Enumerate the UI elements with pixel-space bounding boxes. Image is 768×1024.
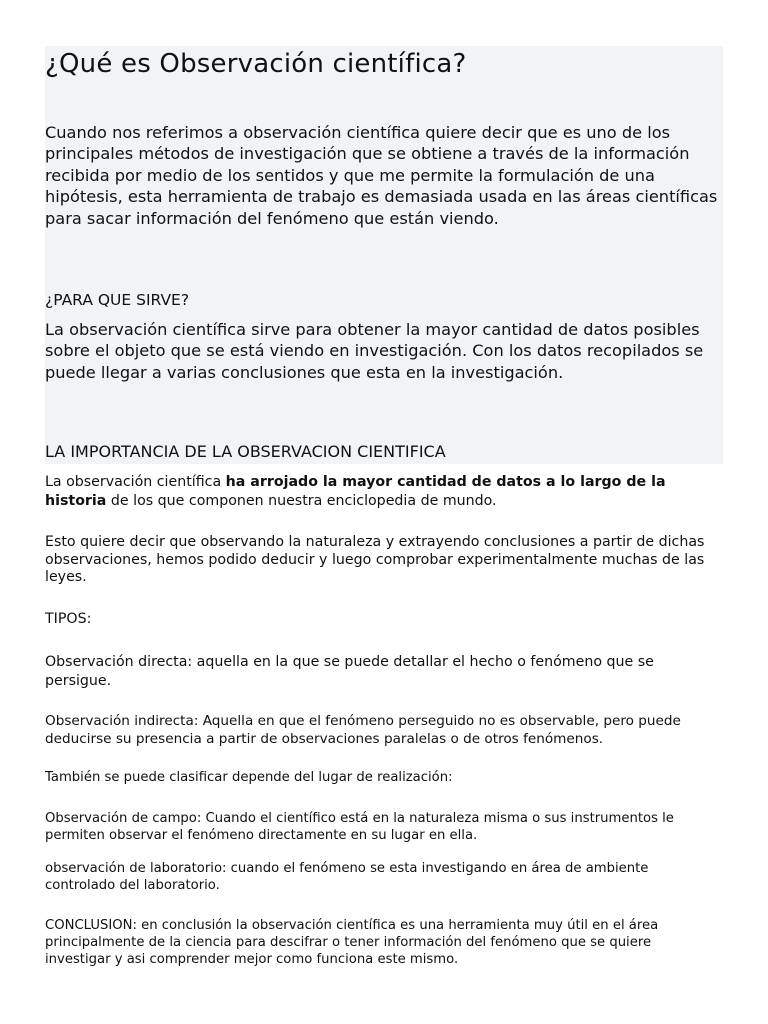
clasificacion-paragraph: También se puede clasificar depende del lugar de realización: (45, 770, 453, 785)
tipos-heading: TIPOS: (45, 611, 92, 627)
importancia-heading: LA IMPORTANCIA DE LA OBSERVACION CIENTIFICA (45, 442, 446, 461)
para-que-sirve-paragraph: La observación científica sirve para obtener la mayor cantidad de datos posibles sobre el objeto que se está viendo en investigación. Con los datos recopilados se puede llegar a varias conclusiones que esta en la investigación. (45, 320, 704, 382)
highlighted-section-background (45, 46, 723, 464)
importancia-paragraph (45, 473, 720, 510)
para-que-sirve-heading: ¿PARA QUE SIRVE? (45, 291, 190, 309)
importancia-text-bold: ha arrojado la mayor cantidad de datos a lo largo de la historia (45, 474, 666, 509)
importancia-text-start: La observación científica (45, 474, 226, 490)
importancia-text-end: de los que componen nuestra enciclopedia de mundo. (106, 492, 497, 509)
conclusion-paragraph: CONCLUSION: en conclusión la observación científica es una herramienta muy útil en el área principalmente de la ciencia para descifrar o tener información del fenómeno que se quiere investigar y asi comprender mejor como funciona este mismo. (45, 918, 659, 967)
observacion-indirecta-paragraph: Observación indirecta: Aquella en que el fenómeno perseguido no es observable, pero puede deducirse su presencia a partir de observaciones paralelas o de otros fenómenos. (45, 713, 681, 747)
observacion-laboratorio-paragraph: observación de laboratorio: cuando el fenómeno se esta investigando en área de ambiente controlado del laboratorio. (45, 861, 649, 893)
page-title: ¿Qué es Observación científica? (45, 49, 467, 79)
observacion-campo-paragraph: Observación de campo: Cuando el científico está en la naturaleza misma o sus instrumentos le permiten observar el fenómeno directamente en su lugar en ella. (45, 811, 674, 843)
leyes-paragraph: Esto quiere decir que observando la naturaleza y extrayendo conclusiones a partir de dichas observaciones, hemos podido deducir y luego comprobar experimentalmente muchas de las leyes. (45, 534, 705, 585)
intro-paragraph: Cuando nos referimos a observación científica quiere decir que es uno de los principales métodos de investigación que se obtiene a través de la información recibida por medio de los sentidos y que me permite la formulación de una hipótesis, esta herramienta de trabajo es demasiada usada en las áreas científicas para sacar información del fenómeno que están viendo. (45, 123, 718, 228)
observacion-directa-paragraph: Observación directa: aquella en la que se puede detallar el hecho o fenómeno que se persigue. (45, 654, 654, 689)
